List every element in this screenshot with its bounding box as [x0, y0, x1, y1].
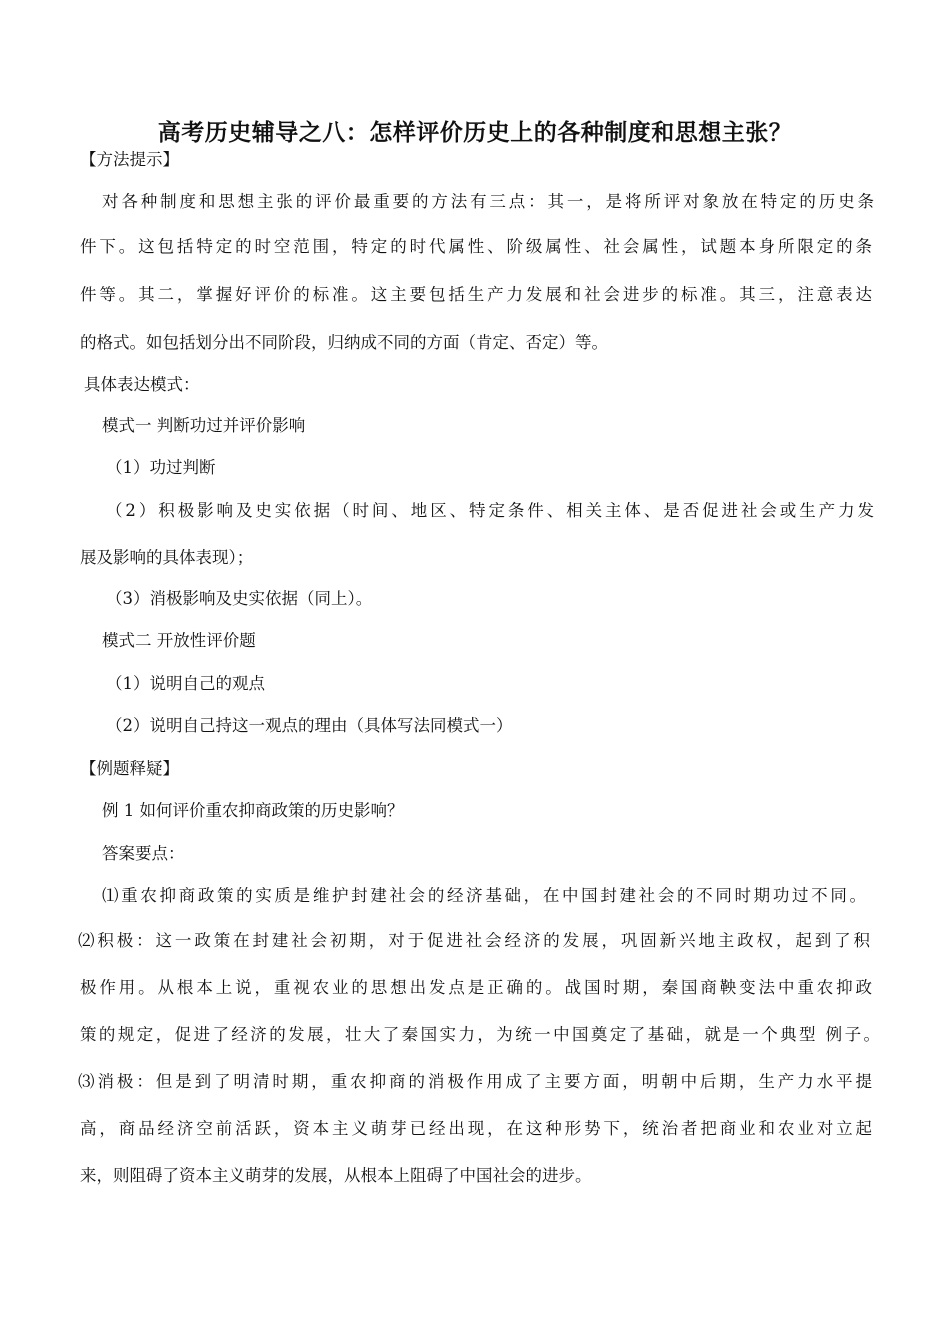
intro-line-3: 件等。其二，掌握好评价的标准。这主要包括生产力发展和社会进步的标准。其三，注意表达 [80, 285, 872, 304]
mode1-title: 模式一 判断功过并评价影响 [102, 416, 306, 435]
answer-point-1: ⑴重农抑商政策的实质是维护封建社会的经济基础，在中国封建社会的不同时期功过不同。 [102, 886, 866, 905]
mode2-item-1: （1）说明自己的观点 [106, 674, 265, 693]
document-title: 高考历史辅导之八：怎样评价历史上的各种制度和思想主张？ [157, 120, 793, 146]
answer-point-2-line-1: ⑵积极：这一政策在封建社会初期，对于促进社会经济的发展，巩固新兴地主政权，起到了积 [78, 931, 870, 950]
method-heading: 【方法提示】 [80, 150, 179, 169]
answer-label: 答案要点： [102, 844, 185, 863]
answer-point-3-line-1: ⑶消极：但是到了明清时期，重农抑商的消极作用成了主要方面，明朝中后期，生产力水平提 [78, 1072, 872, 1091]
intro-line-1: 对各种制度和思想主张的评价最重要的方法有三点：其一，是将所评对象放在特定的历史条 [102, 192, 874, 211]
answer-point-3-line-3: 来，则阻碍了资本主义萌芽的发展，从根本上阻碍了中国社会的进步。 [80, 1166, 592, 1185]
answer-point-2-line-2: 极作用。从根本上说，重视农业的思想出发点是正确的。战国时期，秦国商鞅变法中重农抑政 [80, 978, 872, 997]
intro-line-4: 的格式。如包括划分出不同阶段，归纳成不同的方面（肯定、否定）等。 [80, 333, 608, 352]
expression-heading: 具体表达模式： [84, 375, 200, 394]
mode1-item-2-line-1: （2）积极影响及史实依据（时间、地区、特定条件、相关主体、是否促进社会或生产力发 [106, 501, 874, 520]
mode1-item-3: （3）消极影响及史实依据（同上）。 [106, 589, 373, 608]
mode1-item-1: （1）功过判断 [106, 458, 216, 477]
mode1-item-2-line-2: 展及影响的具体表现）； [80, 548, 254, 567]
example-heading: 【例题释疑】 [80, 759, 179, 778]
intro-line-2: 件下。这包括特定的时空范围，特定的时代属性、阶级属性、社会属性，试题本身所限定的条 [80, 237, 872, 256]
answer-point-3-line-2: 高，商品经济空前活跃，资本主义萌芽已经出现，在这种形势下，统治者把商业和农业对立起 [80, 1119, 872, 1138]
example-question: 例 1 如何评价重农抑商政策的历史影响？ [102, 801, 404, 820]
mode2-item-2: （2）说明自己持这一观点的理由（具体写法同模式一） [106, 716, 513, 735]
answer-point-2-line-3: 策的规定，促进了经济的发展，壮大了秦国实力，为统一中国奠定了基础，就是一个典型 例子。 [80, 1025, 880, 1044]
mode2-title: 模式二 开放性评价题 [102, 631, 256, 650]
